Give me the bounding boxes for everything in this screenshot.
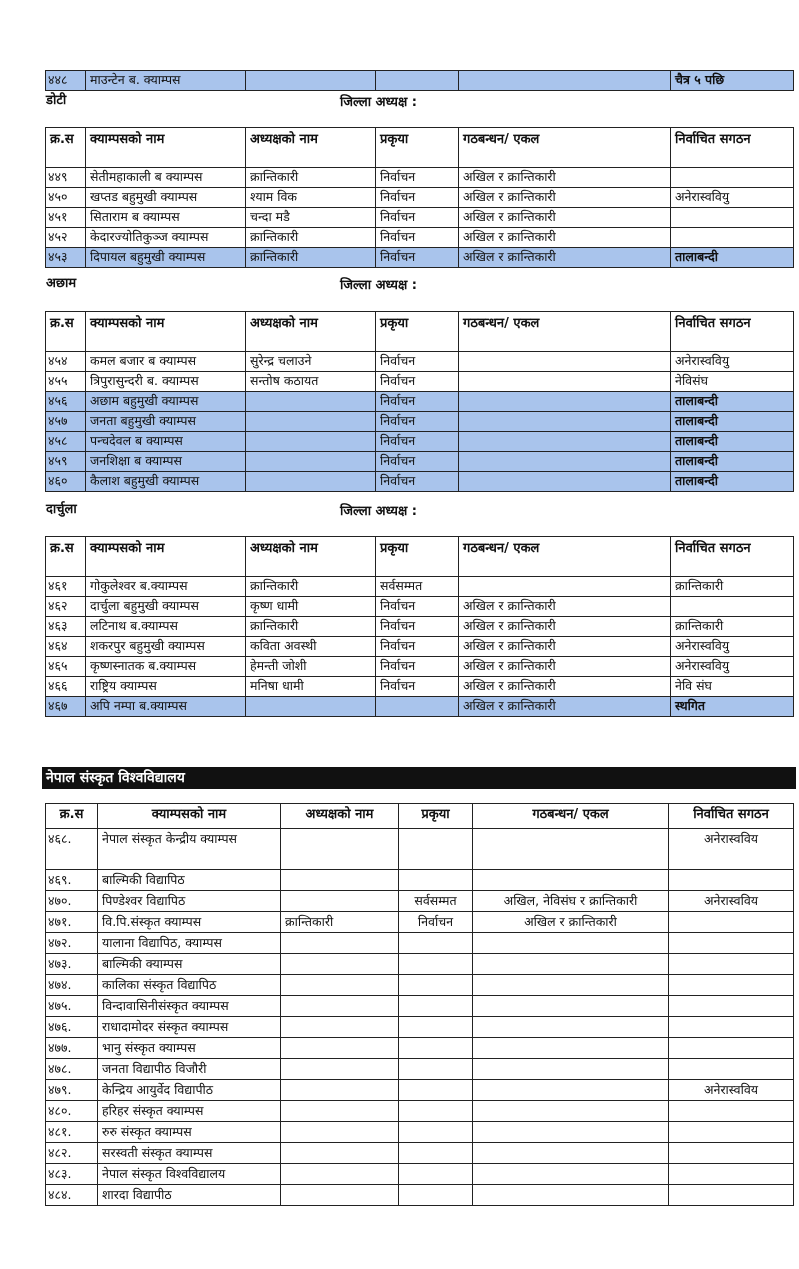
alliance — [459, 452, 671, 472]
chair-name: कविता अवस्थी — [246, 637, 376, 657]
campus-name: कैलाश बहुमुखी क्याम्पस — [86, 472, 246, 492]
row-number: ४६० — [46, 472, 86, 492]
row-number: ४६५ — [46, 657, 86, 677]
table-row — [46, 1143, 794, 1164]
district-name: दार्चुला — [46, 502, 77, 517]
column-header-alliance: गठबन्धन/ एकल — [473, 804, 669, 829]
elected-union: अनेरास्ववियु — [671, 352, 794, 372]
process — [399, 933, 473, 954]
chair-name — [246, 472, 376, 492]
column-header-campus: क्याम्पसको नाम — [86, 312, 246, 352]
district-name: अछाम — [46, 276, 77, 291]
process: सर्वसम्मत — [376, 577, 459, 597]
doti-table — [45, 127, 794, 268]
elected-union: नेविसंघ — [671, 372, 794, 392]
elected-union — [669, 1038, 794, 1059]
campus-name: खप्तड बहुमुखी क्याम्पस — [86, 188, 246, 208]
elected-union — [671, 597, 794, 617]
elected-union — [669, 996, 794, 1017]
elected-union: अनेरास्वविय — [669, 1080, 794, 1101]
alliance — [473, 1185, 669, 1206]
elected-union — [669, 1101, 794, 1122]
elected-union — [671, 208, 794, 228]
chair-name: कृष्ण धामी — [246, 597, 376, 617]
process — [399, 1185, 473, 1206]
process: सर्वसम्मत — [399, 891, 473, 912]
alliance — [459, 577, 671, 597]
elected-union — [671, 228, 794, 248]
campus-name: माउन्टेन ब. क्याम्पस — [86, 71, 246, 91]
campus-name: पिण्डेश्वर विद्यापिठ — [98, 891, 281, 912]
elected-union: तालाबन्दी — [671, 472, 794, 492]
campus-name: कृष्णस्नातक ब.क्याम्पस — [86, 657, 246, 677]
chair-name — [281, 1122, 399, 1143]
table-row — [46, 829, 794, 870]
alliance: अखिल, नेविसंघ र क्रान्तिकारी — [473, 891, 669, 912]
table-row — [46, 870, 794, 891]
row-number: ४८२. — [46, 1143, 98, 1164]
alliance — [473, 954, 669, 975]
row-number: ४६१ — [46, 577, 86, 597]
elected-union — [669, 1164, 794, 1185]
row-number: ४६३ — [46, 617, 86, 637]
table-row — [46, 412, 794, 432]
row-number: ४८०. — [46, 1101, 98, 1122]
alliance — [473, 1122, 669, 1143]
row-number: ४७७. — [46, 1038, 98, 1059]
table-row — [46, 912, 794, 933]
process: निर्वाचन — [376, 432, 459, 452]
row-number: ४७४. — [46, 975, 98, 996]
achham-table — [45, 311, 794, 492]
row-number: ४७६. — [46, 1017, 98, 1038]
table-row — [46, 975, 794, 996]
district-chair-label: जिल्ला अध्यक्ष : — [340, 278, 417, 293]
alliance: अखिल र क्रान्तिकारी — [459, 168, 671, 188]
elected-union: अनेरास्वविय — [669, 891, 794, 912]
column-header-campus: क्याम्पसको नाम — [86, 537, 246, 577]
elected-union: क्रान्तिकारी — [671, 617, 794, 637]
alliance — [459, 352, 671, 372]
row-number: ४५९ — [46, 452, 86, 472]
column-header-chair: अध्यक्षको नाम — [246, 128, 376, 168]
table-row — [46, 1059, 794, 1080]
row-number: ४६२ — [46, 597, 86, 617]
table-row — [46, 71, 794, 91]
table-row — [46, 617, 794, 637]
row-number: ४७८. — [46, 1059, 98, 1080]
chair-name — [281, 1101, 399, 1122]
row-number: ४४९ — [46, 168, 86, 188]
elected-union — [669, 912, 794, 933]
elected-union: क्रान्तिकारी — [671, 577, 794, 597]
row-number: ४५२ — [46, 228, 86, 248]
row-number: ४६८. — [46, 829, 98, 870]
row-number: ४५७ — [46, 412, 86, 432]
column-header-alliance: गठबन्धन/ एकल — [459, 128, 671, 168]
row-number: ४५४ — [46, 352, 86, 372]
chair-name: क्रान्तिकारी — [246, 168, 376, 188]
alliance: अखिल र क्रान्तिकारी — [459, 597, 671, 617]
chair-name — [281, 1017, 399, 1038]
chair-name — [246, 412, 376, 432]
campus-name: हरिहर संस्कृत क्याम्पस — [98, 1101, 281, 1122]
elected-union — [669, 933, 794, 954]
process: निर्वाचन — [376, 392, 459, 412]
table-row — [46, 352, 794, 372]
campus-name: नेपाल संस्कृत केन्द्रीय क्याम्पस — [98, 829, 281, 870]
row-number: ४५६ — [46, 392, 86, 412]
process: निर्वाचन — [376, 597, 459, 617]
column-header-alliance: गठबन्धन/ एकल — [459, 312, 671, 352]
chair-name — [246, 432, 376, 452]
campus-name: दार्चुला बहुमुखी क्याम्पस — [86, 597, 246, 617]
alliance: अखिल र क्रान्तिकारी — [459, 617, 671, 637]
alliance — [473, 975, 669, 996]
district-chair-label: जिल्ला अध्यक्ष : — [340, 504, 417, 519]
process: निर्वाचन — [376, 412, 459, 432]
row-number: ४५५ — [46, 372, 86, 392]
table-row — [46, 1080, 794, 1101]
campus-name: सिताराम ब क्याम्पस — [86, 208, 246, 228]
table-row — [46, 1038, 794, 1059]
campus-name: सेतीमहाकाली ब क्याम्पस — [86, 168, 246, 188]
chair-name — [281, 975, 399, 996]
column-header-process: प्रकृया — [376, 128, 459, 168]
alliance — [473, 870, 669, 891]
column-header-elected: निर्वाचित सगठन — [671, 537, 794, 577]
process: निर्वाचन — [376, 657, 459, 677]
elected-union: चैत्र ५ पछि — [671, 71, 794, 91]
alliance: अखिल र क्रान्तिकारी — [459, 188, 671, 208]
chair-name: चन्दा मडै — [246, 208, 376, 228]
row-number: ४८४. — [46, 1185, 98, 1206]
table-row — [46, 697, 794, 717]
process: निर्वाचन — [376, 452, 459, 472]
chair-name: सुरेन्द्र चलाउने — [246, 352, 376, 372]
alliance: अखिल र क्रान्तिकारी — [459, 697, 671, 717]
elected-union: नेवि संघ — [671, 677, 794, 697]
sanskrit-table — [45, 803, 794, 1206]
elected-union: तालाबन्दी — [671, 452, 794, 472]
row-number: ४७३. — [46, 954, 98, 975]
campus-name: यालाना विद्यापिठ, क्याम्पस — [98, 933, 281, 954]
district-name: डोटी — [46, 93, 67, 108]
chair-name — [246, 392, 376, 412]
alliance — [459, 472, 671, 492]
elected-union — [669, 1185, 794, 1206]
row-number: ४५८ — [46, 432, 86, 452]
elected-union — [669, 954, 794, 975]
chair-name — [281, 1185, 399, 1206]
table-row — [46, 597, 794, 617]
alliance: अखिल र क्रान्तिकारी — [459, 657, 671, 677]
campus-name: शारदा विद्यापीठ — [98, 1185, 281, 1206]
alliance: अखिल र क्रान्तिकारी — [473, 912, 669, 933]
alliance — [473, 1038, 669, 1059]
process — [399, 954, 473, 975]
alliance: अखिल र क्रान्तिकारी — [459, 677, 671, 697]
process — [399, 870, 473, 891]
row-number: ४४८ — [46, 71, 86, 91]
chair-name — [281, 996, 399, 1017]
process: निर्वाचन — [376, 208, 459, 228]
elected-union — [669, 870, 794, 891]
chair-name — [246, 452, 376, 472]
campus-name: राधादामोदर संस्कृत क्याम्पस — [98, 1017, 281, 1038]
campus-name: राष्ट्रिय क्याम्पस — [86, 677, 246, 697]
column-header-elected: निर्वाचित सगठन — [671, 312, 794, 352]
elected-union — [669, 975, 794, 996]
darchula-table — [45, 536, 794, 717]
chair-name: श्याम विक — [246, 188, 376, 208]
table-row — [46, 168, 794, 188]
chair-name — [281, 1164, 399, 1185]
table-row — [46, 677, 794, 697]
campus-name: केन्द्रिय आयुर्वेद विद्यापीठ — [98, 1080, 281, 1101]
chair-name: मनिषा धामी — [246, 677, 376, 697]
elected-union — [669, 1122, 794, 1143]
table-header-row — [46, 128, 794, 168]
campus-name: जनता विद्यापीठ विजौरी — [98, 1059, 281, 1080]
process: निर्वाचन — [376, 248, 459, 268]
chair-name: सन्तोष कठायत — [246, 372, 376, 392]
table-row — [46, 228, 794, 248]
alliance — [473, 933, 669, 954]
table-header-row — [46, 804, 794, 829]
chair-name — [281, 1080, 399, 1101]
process — [399, 1101, 473, 1122]
column-header-campus: क्याम्पसको नाम — [86, 128, 246, 168]
chair-name: क्रान्तिकारी — [246, 248, 376, 268]
campus-name: त्रिपुरासुन्दरी ब. क्याम्पस — [86, 372, 246, 392]
process — [399, 1080, 473, 1101]
row-number: ४५० — [46, 188, 86, 208]
alliance — [473, 829, 669, 870]
campus-name: दिपायल बहुमुखी क्याम्पस — [86, 248, 246, 268]
table-row — [46, 452, 794, 472]
table-row — [46, 208, 794, 228]
alliance — [473, 1059, 669, 1080]
campus-name: शकरपुर बहुमुखी क्याम्पस — [86, 637, 246, 657]
column-header-no: क्र.स — [46, 537, 86, 577]
process: निर्वाचन — [376, 372, 459, 392]
chair-name: क्रान्तिकारी — [246, 228, 376, 248]
column-header-chair: अध्यक्षको नाम — [246, 537, 376, 577]
chair-name: हेमन्ती जोशी — [246, 657, 376, 677]
row-number: ४७५. — [46, 996, 98, 1017]
chair-name — [281, 954, 399, 975]
column-header-process: प्रकृया — [376, 537, 459, 577]
process — [399, 996, 473, 1017]
elected-union: अनेरास्ववियु — [671, 188, 794, 208]
campus-name: नेपाल संस्कृत विश्वविद्यालय — [98, 1164, 281, 1185]
chair-name: क्रान्तिकारी — [246, 617, 376, 637]
row-number: ४६७ — [46, 697, 86, 717]
campus-name: बाल्मिकी क्याम्पस — [98, 954, 281, 975]
campus-name: अपि नम्पा ब.क्याम्पस — [86, 697, 246, 717]
process — [399, 1122, 473, 1143]
table-row — [46, 933, 794, 954]
table-row — [46, 1101, 794, 1122]
alliance: अखिल र क्रान्तिकारी — [459, 248, 671, 268]
column-header-elected: निर्वाचित सगठन — [669, 804, 794, 829]
campus-name: पन्चदेवल ब क्याम्पस — [86, 432, 246, 452]
elected-union: तालाबन्दी — [671, 248, 794, 268]
elected-union — [669, 1017, 794, 1038]
campus-name: कमल बजार ब क्याम्पस — [86, 352, 246, 372]
table-row — [46, 248, 794, 268]
table-row — [46, 392, 794, 412]
column-header-process: प्रकृया — [376, 312, 459, 352]
campus-name: केदारज्योतिकुञ्ज क्याम्पस — [86, 228, 246, 248]
table-row — [46, 1164, 794, 1185]
table-row — [46, 891, 794, 912]
campus-name: लटिनाथ ब.क्याम्पस — [86, 617, 246, 637]
row-number: ४७२. — [46, 933, 98, 954]
campus-name: भानु संस्कृत क्याम्पस — [98, 1038, 281, 1059]
university-banner: नेपाल संस्कृत विश्वविद्यालय — [42, 767, 796, 789]
column-header-process: प्रकृया — [399, 804, 473, 829]
process: निर्वाचन — [376, 637, 459, 657]
row-number: ४७०. — [46, 891, 98, 912]
process: निर्वाचन — [376, 188, 459, 208]
chair-name: क्रान्तिकारी — [281, 912, 399, 933]
elected-union: अनेरास्वविय — [669, 829, 794, 870]
process: निर्वाचन — [376, 228, 459, 248]
chair-name — [281, 1059, 399, 1080]
table-row — [46, 657, 794, 677]
alliance — [473, 1080, 669, 1101]
alliance — [459, 432, 671, 452]
row-number: ४५१ — [46, 208, 86, 228]
column-header-campus: क्याम्पसको नाम — [98, 804, 281, 829]
table-row — [46, 637, 794, 657]
process: निर्वाचन — [399, 912, 473, 933]
process: निर्वाचन — [376, 352, 459, 372]
elected-union — [671, 168, 794, 188]
alliance — [473, 1143, 669, 1164]
chair-name: क्रान्तिकारी — [246, 577, 376, 597]
chair-name — [281, 933, 399, 954]
alliance — [459, 372, 671, 392]
table-row — [46, 1185, 794, 1206]
process: निर्वाचन — [376, 677, 459, 697]
process — [399, 1017, 473, 1038]
campus-name: गोकुलेश्वर ब.क्याम्पस — [86, 577, 246, 597]
elected-union: तालाबन्दी — [671, 432, 794, 452]
campus-name: जनशिक्षा ब क्याम्पस — [86, 452, 246, 472]
column-header-chair: अध्यक्षको नाम — [246, 312, 376, 352]
row-number: ४८१. — [46, 1122, 98, 1143]
alliance — [473, 1164, 669, 1185]
table-row — [46, 432, 794, 452]
campus-name: वि.पि.संस्कृत क्याम्पस — [98, 912, 281, 933]
table-row — [46, 996, 794, 1017]
alliance — [473, 1101, 669, 1122]
campus-name: विन्दावासिनीसंस्कृत क्याम्पस — [98, 996, 281, 1017]
elected-union — [669, 1143, 794, 1164]
column-header-elected: निर्वाचित सगठन — [671, 128, 794, 168]
table-row — [46, 188, 794, 208]
table-row — [46, 372, 794, 392]
column-header-no: क्र.स — [46, 804, 98, 829]
table-row — [46, 577, 794, 597]
row-number: ४६६ — [46, 677, 86, 697]
row-number: ४८३. — [46, 1164, 98, 1185]
process — [399, 975, 473, 996]
campus-name: बाल्मिकी विद्यापिठ — [98, 870, 281, 891]
alliance — [459, 392, 671, 412]
chair-name — [281, 1143, 399, 1164]
chair-name — [281, 1038, 399, 1059]
process — [399, 829, 473, 870]
table-row — [46, 1017, 794, 1038]
process — [399, 1038, 473, 1059]
alliance: अखिल र क्रान्तिकारी — [459, 208, 671, 228]
top-row-table — [45, 70, 794, 91]
campus-name: जनता बहुमुखी क्याम्पस — [86, 412, 246, 432]
alliance — [459, 412, 671, 432]
campus-name: रुरु संस्कृत क्याम्पस — [98, 1122, 281, 1143]
process: निर्वाचन — [376, 617, 459, 637]
table-row — [46, 1122, 794, 1143]
elected-union: तालाबन्दी — [671, 392, 794, 412]
alliance: अखिल र क्रान्तिकारी — [459, 637, 671, 657]
district-chair-label: जिल्ला अध्यक्ष : — [340, 95, 417, 110]
campus-name: सरस्वती संस्कृत क्याम्पस — [98, 1143, 281, 1164]
row-number: ४६९. — [46, 870, 98, 891]
row-number: ४६४ — [46, 637, 86, 657]
table-row — [46, 472, 794, 492]
row-number: ४७१. — [46, 912, 98, 933]
campus-name: अछाम बहुमुखी क्याम्पस — [86, 392, 246, 412]
chair-name — [246, 697, 376, 717]
campus-name: कालिका संस्कृत विद्यापिठ — [98, 975, 281, 996]
alliance — [473, 1017, 669, 1038]
row-number: ४७९. — [46, 1080, 98, 1101]
elected-union — [669, 1059, 794, 1080]
column-header-no: क्र.स — [46, 128, 86, 168]
process: निर्वाचन — [376, 472, 459, 492]
process — [376, 697, 459, 717]
elected-union: अनेरास्ववियु — [671, 637, 794, 657]
table-header-row — [46, 312, 794, 352]
elected-union: अनेरास्ववियु — [671, 657, 794, 677]
column-header-chair: अध्यक्षको नाम — [281, 804, 399, 829]
column-header-no: क्र.स — [46, 312, 86, 352]
chair-name — [281, 891, 399, 912]
chair-name — [281, 829, 399, 870]
elected-union: तालाबन्दी — [671, 412, 794, 432]
chair-name — [281, 870, 399, 891]
alliance: अखिल र क्रान्तिकारी — [459, 228, 671, 248]
table-row — [46, 954, 794, 975]
row-number: ४५३ — [46, 248, 86, 268]
table-header-row — [46, 537, 794, 577]
elected-union: स्थगित — [671, 697, 794, 717]
process — [399, 1059, 473, 1080]
alliance — [473, 996, 669, 1017]
column-header-alliance: गठबन्धन/ एकल — [459, 537, 671, 577]
process — [399, 1164, 473, 1185]
process — [399, 1143, 473, 1164]
process: निर्वाचन — [376, 168, 459, 188]
